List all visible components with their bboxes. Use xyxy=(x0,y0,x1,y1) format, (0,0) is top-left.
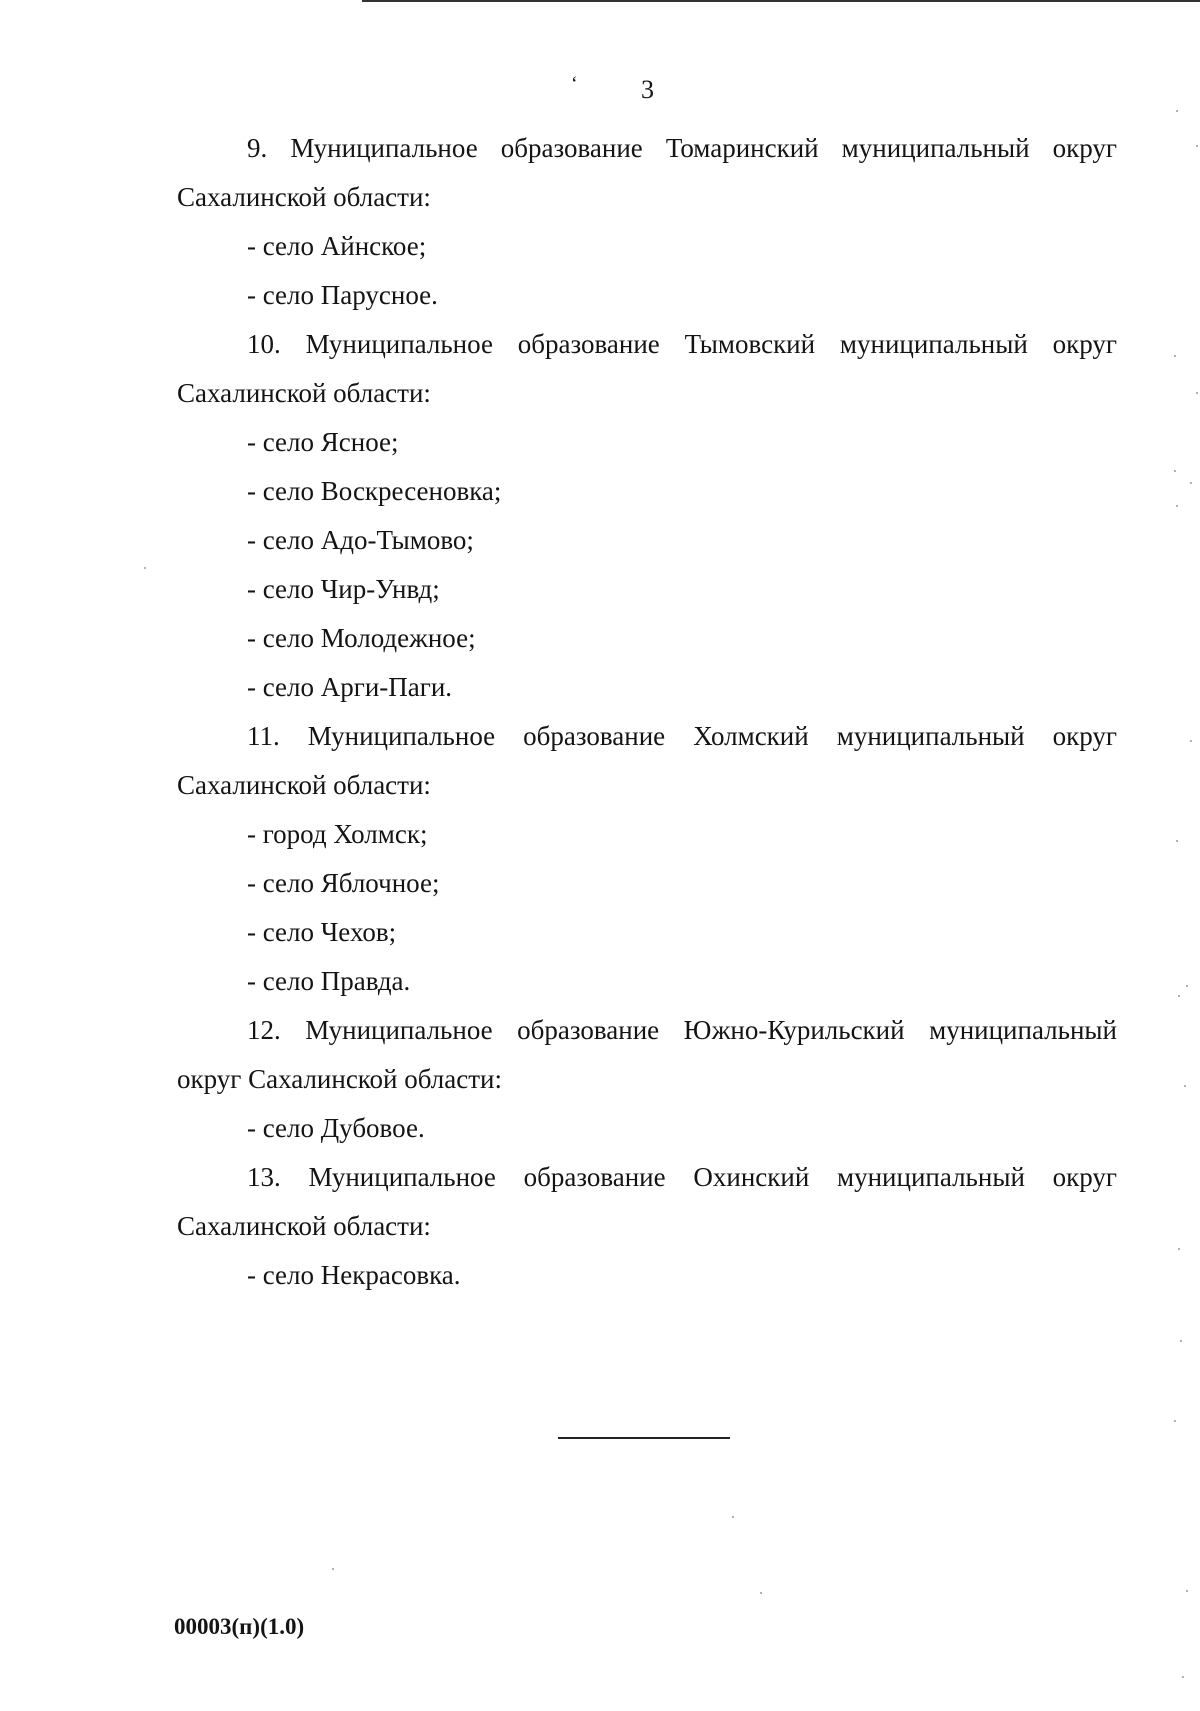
scan-speck xyxy=(1190,740,1192,742)
scan-speck xyxy=(1178,995,1180,997)
scan-speck xyxy=(144,567,146,569)
section-heading-continuation: Сахалинской области: xyxy=(177,1211,431,1241)
list-item: - село Айнское; xyxy=(247,231,427,261)
scan-speck xyxy=(732,1516,734,1518)
section-heading-continuation: округ Сахалинской области: xyxy=(177,1064,503,1094)
list-item: - село Ясное; xyxy=(247,427,399,457)
list-item: - город Холмск; xyxy=(247,819,428,849)
list-item: - село Парусное. xyxy=(247,280,438,310)
list-item: - село Правда. xyxy=(247,966,411,996)
scan-speck xyxy=(1196,145,1198,147)
scan-speck xyxy=(1174,1420,1176,1422)
scan-speck xyxy=(1196,392,1198,394)
list-item: - село Воскресеновка; xyxy=(247,476,502,506)
page-number: 3 xyxy=(641,75,654,104)
document-body xyxy=(177,124,1117,1300)
section-heading-continuation: Сахалинской области: xyxy=(177,378,431,408)
section-yuzhno-kurilsky xyxy=(177,1006,1117,1153)
scan-speck xyxy=(1174,470,1176,472)
list-item: - село Чехов; xyxy=(247,917,397,947)
section-heading: 12. Муниципальное образование Южно-Курильский муниципальный xyxy=(247,1015,1117,1045)
section-heading: 9. Муниципальное образование Томаринский муниципальный округ xyxy=(247,133,1117,163)
scan-speck xyxy=(1180,1340,1182,1342)
scan-speck xyxy=(1182,1676,1184,1678)
section-heading: 13. Муниципальное образование Охинский муниципальный округ xyxy=(247,1162,1117,1192)
scan-speck xyxy=(1186,1590,1188,1592)
list-item: - село Арги-Паги. xyxy=(247,672,453,702)
list-item: - село Чир-Унвд; xyxy=(247,574,440,604)
scan-speck xyxy=(1190,482,1192,484)
scan-tick-mark: ʻ xyxy=(571,73,578,95)
section-okhinsky xyxy=(177,1153,1117,1300)
list-item: - село Некрасовка. xyxy=(247,1260,461,1290)
list-item: - село Адо-Тымово; xyxy=(247,525,474,555)
section-tomarinsky xyxy=(177,124,1117,320)
scan-speck xyxy=(332,1568,334,1570)
section-heading: 10. Муниципальное образование Тымовский муниципальный округ xyxy=(247,329,1117,359)
scan-speck xyxy=(1186,985,1188,987)
section-heading-continuation: Сахалинской области: xyxy=(177,182,431,212)
section-heading-continuation: Сахалинской области: xyxy=(177,770,431,800)
top-scan-rule xyxy=(362,0,1200,2)
list-item: - село Яблочное; xyxy=(247,868,440,898)
scan-speck xyxy=(1176,840,1178,842)
section-heading: 11. Муниципальное образование Холмский муниципальный округ xyxy=(247,721,1117,751)
list-item: - село Дубовое. xyxy=(247,1113,425,1143)
footer-document-code: 00003(п)(1.0) xyxy=(174,1614,305,1639)
list-item: - село Молодежное; xyxy=(247,623,476,653)
scan-speck xyxy=(760,1592,762,1594)
scan-speck xyxy=(1178,1248,1180,1250)
scan-speck xyxy=(1176,505,1178,507)
scan-speck xyxy=(1174,355,1176,357)
section-tymovsky xyxy=(177,320,1117,712)
closing-rule xyxy=(558,1437,730,1439)
scan-speck xyxy=(1176,110,1178,112)
scan-speck xyxy=(1184,1085,1186,1087)
section-kholmsky xyxy=(177,712,1117,1006)
